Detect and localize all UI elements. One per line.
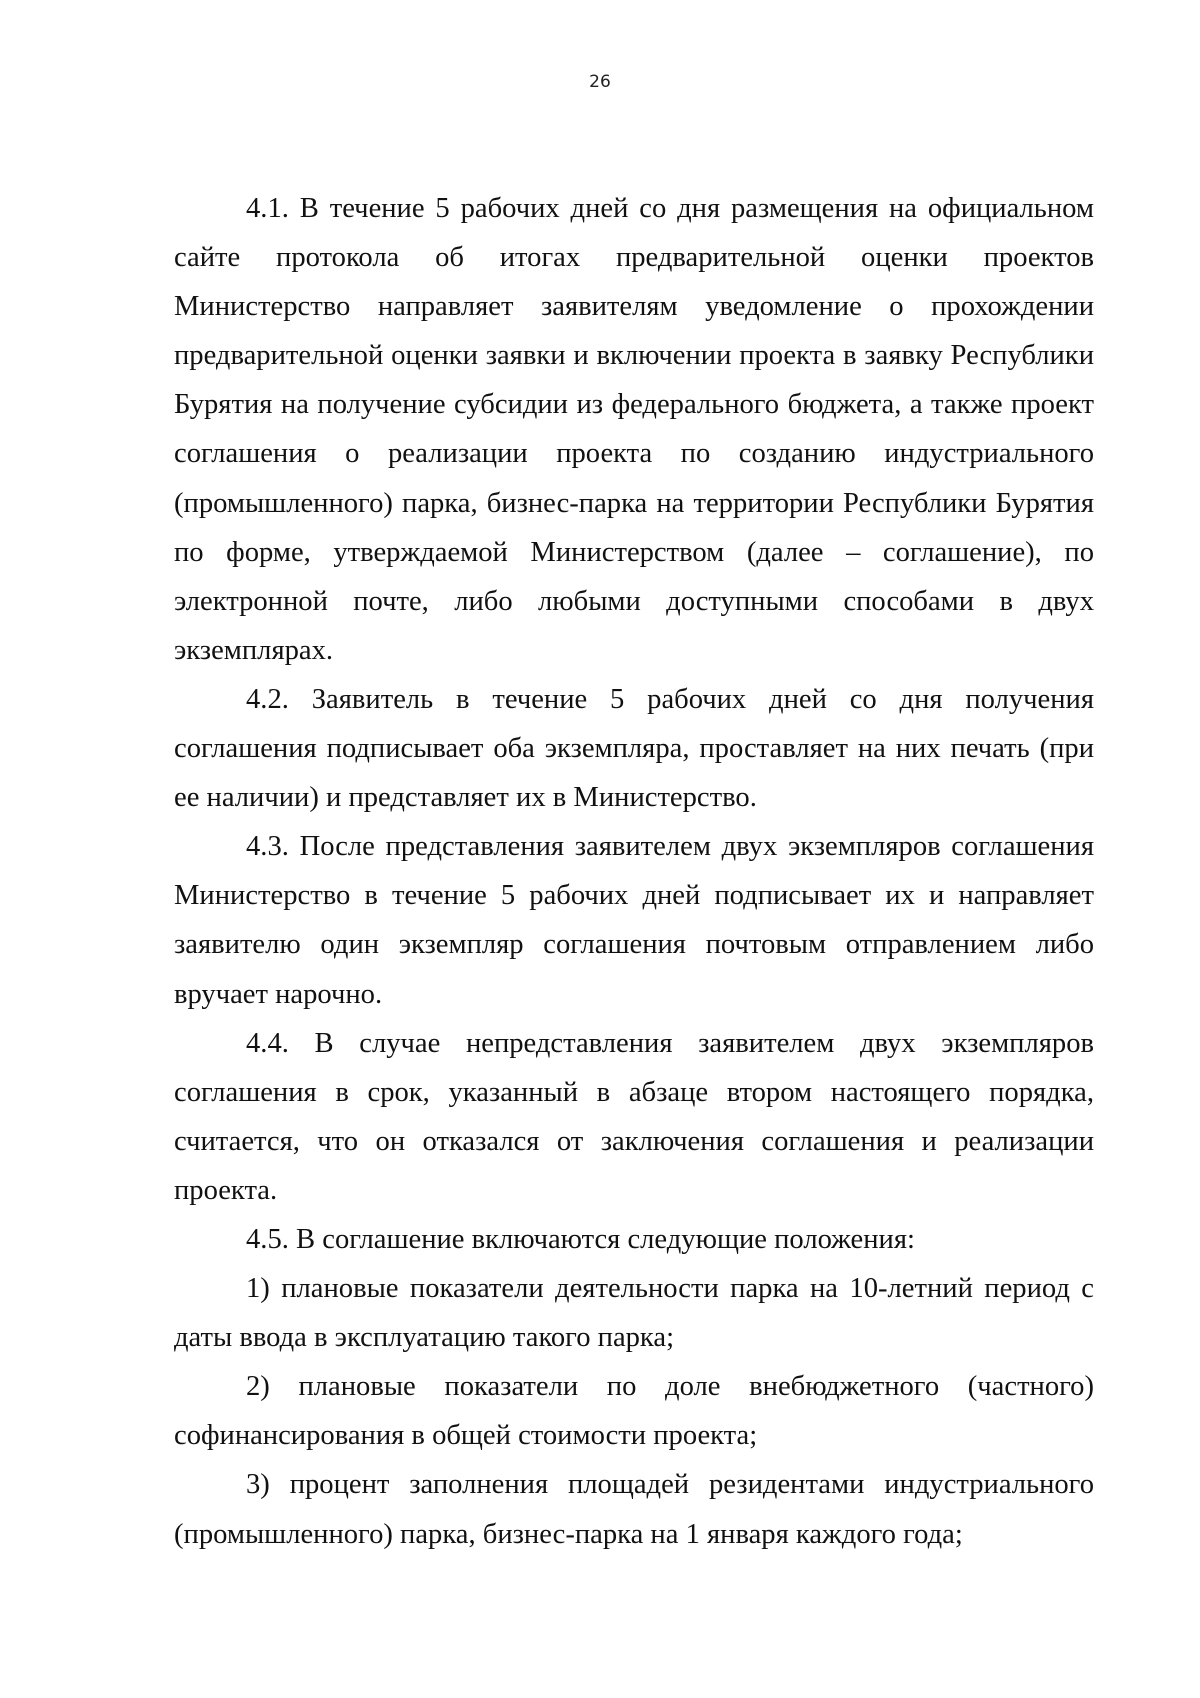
paragraph-4-5: 4.5. В соглашение включаются следующие положения: (246, 1223, 915, 1255)
paragraph-4-4: 4.4. В случае непредставления заявителем двух экземпляров соглашения в срок, указанный в абзаце втором настоящего порядка, считается, что он отказался от заключения соглашения и реализации проекта. (174, 1027, 1094, 1206)
paragraph-4-1: 4.1. В течение 5 рабочих дней со дня размещения на официальном сайте протокола об итогах предварительной оценки проектов Министерство направляет заявителям уведомление о прохождении предварительной оценки заявки и включении проекта в заявку Республики Бурятия на получение субсидии из федерального бюджета, а также проект соглашения о реализации проекта по созданию индустриального (промышленного) парка, бизнес-парка на территории Республики Бурятия по форме, утверждаемой Министерством (далее – соглашение), по электронной почте, либо любыми доступными способами в двух экземплярах. (174, 193, 1094, 666)
paragraph-4-3: 4.3. После представления заявителем двух экземпляров соглашения Министерство в течение 5 рабочих дней подписывает их и направляет заявителю один экземпляр соглашения почтовым отправлением либо вручает нарочно. (174, 831, 1094, 1010)
paragraph-4-2: 4.2. Заявитель в течение 5 рабочих дней со дня получения соглашения подписывает оба экземпляра, проставляет на них печать (при ее наличии) и представляет их в Министерство. (174, 683, 1094, 814)
list-item-3: 3) процент заполнения площадей резидентами индустриального (промышленного) парка, бизнес-парка на 1 января каждого года; (174, 1469, 1094, 1550)
list-item-2: 2) плановые показатели по доле внебюджетного (частного) софинансирования в общей стоимости проекта; (174, 1371, 1094, 1452)
page-number: 26 (589, 72, 611, 92)
document-body (174, 184, 1094, 1559)
list-item-1: 1) плановые показатели деятельности парка на 10-летний период с даты ввода в эксплуатацию такого парка; (174, 1273, 1094, 1354)
